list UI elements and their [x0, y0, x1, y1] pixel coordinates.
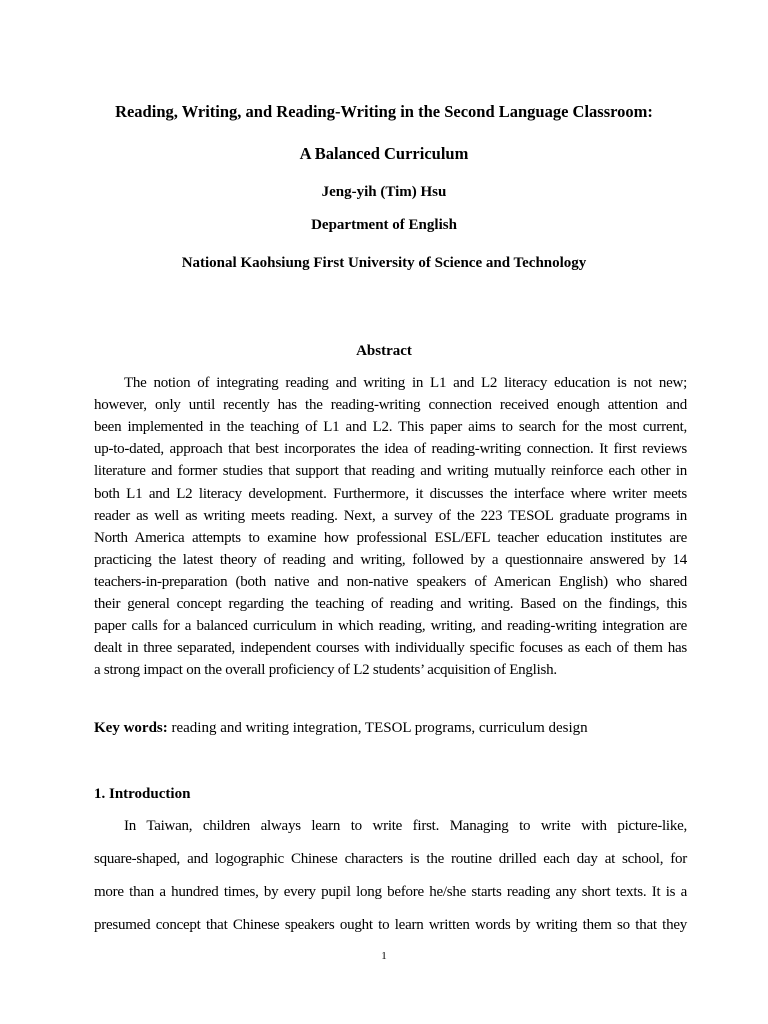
text-line: North America attempts to examine how professional ESL/EFL teacher education institutes are — [94, 529, 687, 546]
text-line: been implemented in the teaching of L1 and L2. This paper aims to search for the most current, — [94, 419, 687, 436]
keywords-text: reading and writing integration, TESOL programs, curriculum design — [167, 720, 588, 736]
keywords — [94, 719, 588, 737]
keywords-label: Key words: — [94, 720, 168, 736]
department: Department of English — [311, 217, 457, 233]
text-line: their general concept regarding the teaching of reading and writing. Based on the findings, this — [94, 596, 687, 612]
text-line: both L1 and L2 literacy development. Furthermore, it discusses the interface where writer meets — [94, 485, 687, 502]
text-line: a strong impact on the overall proficiency of L2 students’ acquisition of English. — [94, 662, 557, 679]
text-line: reader as well as writing meets reading. Next, a survey of the 223 TESOL graduate programs in — [94, 507, 687, 524]
text-line: presumed concept that Chinese speakers ought to learn written words by writing them so that they — [94, 917, 687, 933]
text-line: The notion of integrating reading and writing in L1 and L2 literacy education is not new; — [124, 375, 687, 391]
text-line: paper calls for a balanced curriculum in which reading, writing, and reading-writing integration are — [94, 618, 687, 635]
text-line: more than a hundred times, by every pupil long before he/she starts reading any short texts. It is a — [94, 884, 687, 900]
paper-title: Reading, Writing, and Reading-Writing in the Second Language Classroom: — [115, 102, 653, 121]
page-number: 1 — [381, 950, 387, 962]
abstract-heading: Abstract — [356, 343, 412, 359]
paper-subtitle: A Balanced Curriculum — [299, 144, 469, 163]
text-line: dealt in three separated, independent courses with individually specific focuses as each of them has — [94, 640, 687, 657]
text-line: teachers-in-preparation (both native and non-native speakers of American English) who shared — [94, 573, 687, 590]
text-line: square-shaped, and logographic Chinese characters is the routine drilled each day at school, for — [94, 851, 687, 867]
text-line: literature and former studies that support that reading and writing mutually reinforce each other in — [94, 463, 687, 480]
text-line: In Taiwan, children always learn to write first. Managing to write with picture-like, — [124, 818, 687, 834]
university: National Kaohsiung First University of Science and Technology — [181, 255, 587, 271]
text-line: up-to-dated, approach that best incorporates the idea of reading-writing connection. It first reviews — [94, 441, 687, 458]
author: Jeng-yih (Tim) Hsu — [321, 184, 447, 200]
introduction-heading: 1. Introduction — [94, 786, 191, 802]
text-line: practicing the latest theory of reading and writing, followed by a questionnaire answered by 14 — [94, 551, 687, 568]
text-line: however, only until recently has the reading-writing connection received enough attention and — [94, 397, 687, 414]
